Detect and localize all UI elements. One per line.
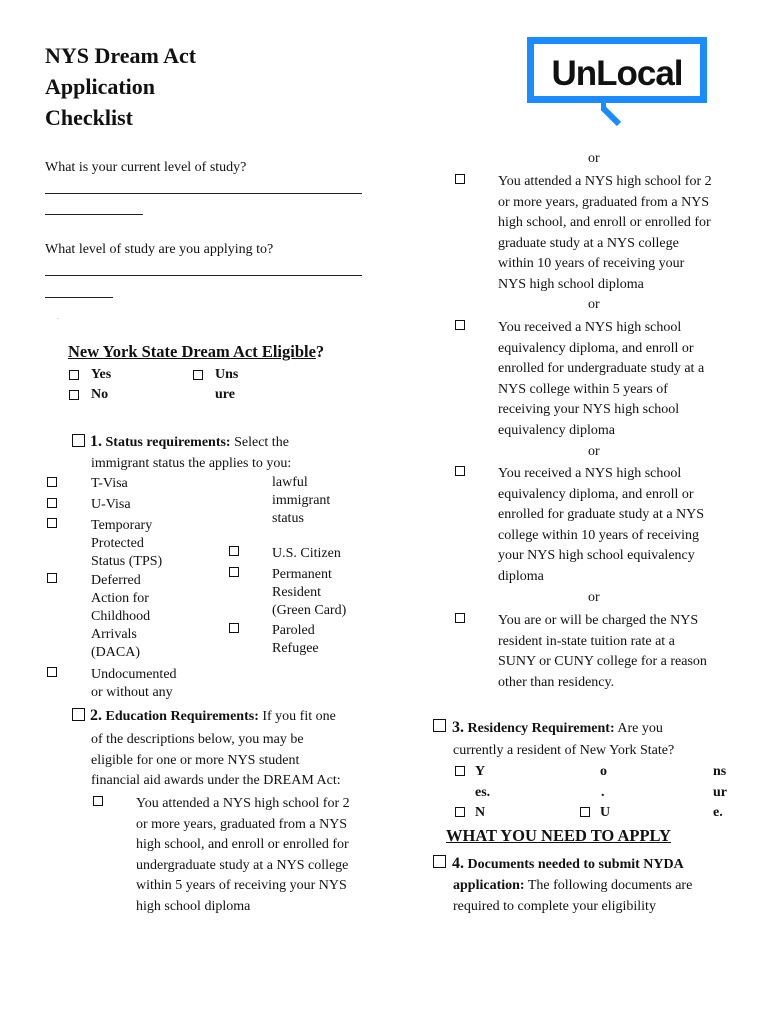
- section-1-line-2: immigrant status the applies to you:: [91, 456, 292, 471]
- section-2-rest: If you fit one: [262, 709, 336, 724]
- residency-unsure-label-3: e.: [713, 805, 723, 820]
- logo-speech-tail-icon: [601, 98, 623, 126]
- status-tps-checkbox[interactable]: [47, 518, 57, 528]
- residency-unsure-label-1: ns: [713, 764, 727, 779]
- page-title: [45, 40, 196, 133]
- residency-yes-label-1: Y: [475, 764, 486, 779]
- education-option-5-checkbox[interactable]: [455, 613, 465, 623]
- or-separator-2: or: [588, 297, 600, 312]
- documents-needed-checkbox[interactable]: [433, 855, 446, 868]
- current-level-line-1[interactable]: [45, 193, 362, 194]
- education-option-4-text: You received a NYS high school equivalency diploma, and enroll or enrolled for graduate study at a NYS college within 10 years of receiving your NYS high school equivalency diploma: [498, 466, 705, 584]
- status-paroled-refugee-label: Paroled Refugee: [272, 623, 319, 656]
- status-undocumented-label: Undocumented or without any: [91, 667, 177, 700]
- education-option-1-text: You attended a NYS high school for 2 or more years, graduated from a NYS high school, and enroll or enrolled for undergraduate study at a NYS college within 5 years of receiving your NYS high school diploma: [136, 796, 350, 914]
- section-2-number: 2.: [90, 707, 102, 724]
- residency-requirement-checkbox[interactable]: [433, 719, 446, 732]
- section-4-title-2: application:: [453, 878, 525, 893]
- title-line-3: Checklist: [45, 105, 133, 130]
- section-4-line-3: required to complete your eligibility: [453, 899, 656, 914]
- section-3-title: Residency Requirement:: [467, 721, 615, 736]
- section-1-title: Status requirements:: [105, 435, 231, 450]
- status-us-citizen-checkbox[interactable]: [229, 546, 239, 556]
- unlocal-logo: [527, 37, 707, 103]
- section-1-rest: Select the: [234, 435, 289, 450]
- residency-n-label: N: [475, 805, 486, 820]
- section-4-number: 4.: [452, 855, 464, 872]
- section-2-description: of the descriptions below, you may be eligible for one or more NYS student financial aid awards under the DREAM Act:: [91, 732, 341, 789]
- education-option-5-text: You are or will be charged the NYS resident in-state tuition rate at a SUNY or CUNY college for a reason other than residency.: [498, 613, 707, 690]
- section-1-number: 1.: [90, 433, 102, 450]
- current-level-line-2[interactable]: [45, 214, 143, 215]
- eligible-heading: [68, 342, 324, 362]
- status-permanent-resident-label: Permanent Resident (Green Card): [272, 567, 347, 618]
- section-4-rest: The following documents are: [527, 878, 693, 893]
- residency-requirement-heading: [452, 718, 663, 740]
- status-lawful-immigrant-label: lawful immigrant status: [272, 475, 331, 526]
- status-us-citizen-label: U.S. Citizen: [272, 546, 341, 561]
- eligible-unsure-checkbox[interactable]: [193, 370, 203, 380]
- section-4-title: Documents needed to submit NYDA: [467, 857, 684, 872]
- status-t-visa-checkbox[interactable]: [47, 477, 57, 487]
- education-option-3-checkbox[interactable]: [455, 320, 465, 330]
- residency-yes-checkbox[interactable]: [455, 766, 465, 776]
- status-u-visa-checkbox[interactable]: [47, 498, 57, 508]
- residency-no-label-1: o: [600, 764, 607, 779]
- stray-dot: .: [57, 312, 59, 321]
- education-requirements-heading: [90, 706, 336, 728]
- or-separator-1: or: [588, 151, 600, 166]
- title-line-2: Application: [45, 74, 156, 99]
- applying-level-question: What level of study are you applying to?: [45, 242, 274, 257]
- eligible-label: New York State Dream Act Eligible: [68, 342, 316, 361]
- section-3-rest: Are you: [617, 721, 663, 736]
- applying-level-line-1[interactable]: [45, 275, 362, 276]
- applying-level-line-2[interactable]: [45, 297, 113, 298]
- title-line-1: NYS Dream Act: [45, 43, 197, 68]
- eligible-no-label: No: [91, 387, 109, 402]
- status-permanent-resident-checkbox[interactable]: [229, 567, 239, 577]
- status-paroled-refugee-checkbox[interactable]: [229, 623, 239, 633]
- residency-u-label: U: [600, 805, 611, 820]
- status-u-visa-label: U-Visa: [91, 497, 131, 512]
- education-option-2-text: You attended a NYS high school for 2 or more years, graduated from a NYS high school, and enroll or enrolled for graduate study at a NYS college within 10 years of receiving your NYS high school diploma: [498, 174, 712, 292]
- current-level-question: What is your current level of study?: [45, 160, 247, 175]
- logo-text: UnLocal: [551, 54, 683, 93]
- or-separator-3: or: [588, 444, 600, 459]
- eligible-unsure-label-2: ure: [215, 387, 235, 402]
- section-4-line-2: [453, 876, 692, 897]
- eligible-qmark: ?: [315, 342, 325, 361]
- documents-needed-heading: [452, 854, 684, 876]
- residency-yes-label-2: es.: [475, 785, 491, 800]
- residency-no-checkbox[interactable]: [455, 807, 465, 817]
- education-option-4-checkbox[interactable]: [455, 466, 465, 476]
- section-2-title: Education Requirements:: [105, 709, 259, 724]
- status-requirements-checkbox[interactable]: [72, 434, 85, 447]
- or-separator-4: or: [588, 590, 600, 605]
- education-option-1-checkbox[interactable]: [93, 796, 103, 806]
- status-daca-checkbox[interactable]: [47, 573, 57, 583]
- status-tps-label: Temporary Protected Status (TPS): [91, 518, 163, 569]
- eligible-unsure-label-1: Uns: [215, 367, 239, 382]
- what-you-need-heading: WHAT YOU NEED TO APPLY: [446, 826, 671, 845]
- status-requirements-heading: [90, 433, 289, 452]
- eligible-yes-checkbox[interactable]: [69, 370, 79, 380]
- status-undocumented-checkbox[interactable]: [47, 667, 57, 677]
- education-option-3-text: You received a NYS high school equivalency diploma, and enroll or enrolled for undergraduate study at a NYS college within 5 years of receiving your NYS high school equivalency diploma: [498, 320, 705, 438]
- education-requirements-checkbox[interactable]: [72, 708, 85, 721]
- residency-unsure-checkbox[interactable]: [580, 807, 590, 817]
- residency-no-label-2: .: [601, 785, 605, 800]
- section-3-number: 3.: [452, 719, 464, 736]
- status-daca-label: Deferred Action for Childhood Arrivals (DACA): [91, 573, 151, 660]
- eligible-no-checkbox[interactable]: [69, 390, 79, 400]
- eligible-yes-label: Yes: [91, 367, 112, 382]
- status-t-visa-label: T-Visa: [91, 476, 128, 491]
- residency-unsure-label-2: ur: [713, 785, 727, 800]
- section-3-line-2: currently a resident of New York State?: [453, 743, 675, 758]
- education-option-2-checkbox[interactable]: [455, 174, 465, 184]
